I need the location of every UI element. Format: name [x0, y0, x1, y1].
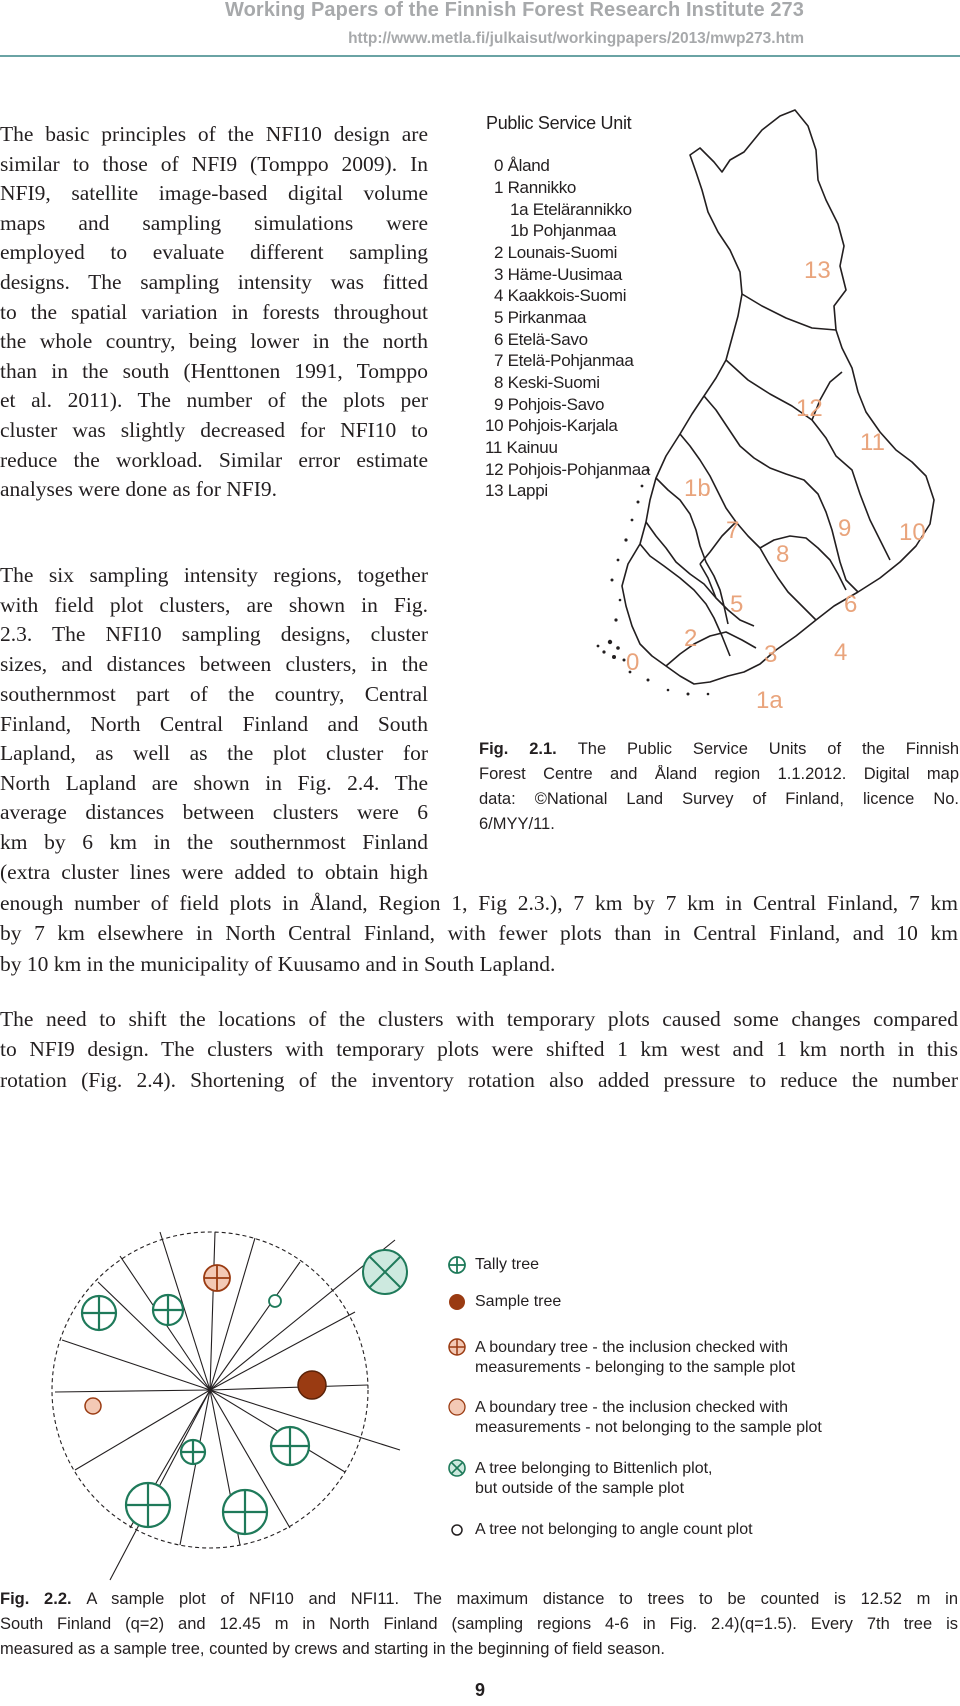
region-label-9: 9	[838, 515, 852, 542]
caption-line: Forest Centre and Åland region 1.1.2012. Digital map	[479, 765, 959, 783]
map-legend-item: 13 Lappi	[485, 481, 548, 500]
tally-tree-marker	[153, 1295, 183, 1325]
text-line: 2.3. The NFI10 sampling designs, cluster	[0, 622, 428, 646]
region-label-8: 8	[776, 541, 790, 568]
text-line: southernmost part of the country, Central	[0, 682, 428, 706]
legend-text: but outside of the sample plot	[475, 1480, 685, 1497]
caption-line: measured as a sample tree, counted by crews and starting in the beginning of field season.	[0, 1640, 665, 1658]
sample-tree-icon	[449, 1294, 465, 1310]
legend-text: A tree belonging to Bittenlich plot,	[475, 1460, 713, 1477]
legend-text: A tree not belonging to angle count plot	[475, 1521, 753, 1538]
text-line: rotation (Fig. 2.4). Shortening of the inventory rotation also added pressure to reduce the number	[0, 1068, 958, 1092]
text-line: enough number of field plots in Åland, Region 1, Fig 2.3.), 7 km by 7 km in Central Finland, 7 km	[0, 891, 958, 915]
region-label-10: 10	[899, 519, 926, 546]
text-line: The basic principles of the NFI10 design are	[0, 122, 428, 146]
text-line: average distances between clusters were 6	[0, 800, 428, 824]
tally-tree-marker	[223, 1490, 267, 1534]
fig21-label: Fig. 2.1.	[479, 740, 557, 758]
legend-text: measurements - not belonging to the sample plot	[475, 1419, 822, 1436]
region-label-12: 12	[796, 395, 823, 422]
text-line: km by 6 km in the southernmost Finland	[0, 830, 428, 854]
region-label-11: 11	[860, 429, 885, 456]
text-line: employed to evaluate different sampling	[0, 240, 428, 264]
region-label-7: 7	[726, 517, 740, 544]
caption-line: data: ©National Land Survey of Finland, licence No.	[479, 790, 959, 808]
text-line: Lapland, as well as the plot cluster for	[0, 741, 428, 765]
country-outline	[622, 110, 934, 684]
text-line: by 10 km in the municipality of Kuusamo and in South Lapland.	[0, 952, 556, 976]
caption-line: The Public Service Units of the Finnish	[577, 740, 959, 758]
text-line: The six sampling intensity regions, together	[0, 563, 428, 587]
region-label-5: 5	[730, 591, 744, 618]
legend-text: A boundary tree - the inclusion checked with	[475, 1399, 789, 1416]
not-counted-tree-marker	[269, 1295, 281, 1307]
region-label-6: 6	[844, 591, 858, 618]
sample-plot-diagram	[40, 1210, 440, 1610]
caption-line: South Finland (q=2) and 12.45 m in North Finland (sampling regions 4-6 in Fig. 2.4)(q=1.5). Every 7th tree is	[0, 1615, 958, 1633]
map-legend-item: 12 Pohjois-Pohjanmaa	[485, 460, 651, 479]
region-label-13: 13	[804, 257, 831, 284]
map-legend-item: 0 Åland	[494, 156, 550, 175]
finland-map	[560, 100, 960, 720]
region-label-2: 2	[684, 625, 698, 652]
region-label-3: 3	[764, 641, 778, 668]
region-label-4: 4	[834, 639, 848, 666]
boundary-tree-in-icon	[449, 1339, 465, 1355]
journal-url[interactable]: http://www.metla.fi/julkaisut/workingpapers/2013/mwp273.htm	[348, 30, 804, 47]
tally-tree-marker	[181, 1440, 205, 1464]
bittenlich-tree-marker	[363, 1250, 407, 1294]
region-label-0: 0	[626, 649, 640, 676]
tally-tree-marker	[271, 1427, 309, 1465]
legend-text: A boundary tree - the inclusion checked with	[475, 1339, 789, 1356]
map-legend-item: 4 Kaakkois-Suomi	[494, 286, 627, 305]
text-line: to the spatial variation in forests throughout	[0, 300, 428, 324]
text-line: by 7 km elsewhere in North Central Finland, with fewer plots than in Central Finland, and 10 km	[0, 921, 958, 945]
plot-legend-icons	[440, 1250, 470, 1540]
text-line: the whole country, being lower in the north	[0, 329, 428, 353]
legend-text: measurements - belonging to the sample plot	[475, 1359, 796, 1376]
journal-title: Working Papers of the Finnish Forest Research Institute 273	[225, 0, 804, 21]
map-legend-item: 6 Etelä-Savo	[494, 330, 588, 349]
map-legend-item: 1a Etelärannikko	[510, 200, 632, 219]
text-line: similar to those of NFI9 (Tomppo 2009). In	[0, 152, 428, 176]
text-line: Finland, North Central Finland and South	[0, 712, 428, 736]
page-number: 9	[474, 1680, 485, 1700]
text-line: North Lapland are shown in Fig. 2.4. The	[0, 771, 428, 795]
boundary-tree-out-icon	[449, 1399, 465, 1415]
tally-tree-marker	[126, 1483, 170, 1527]
map-legend-title: Public Service Unit	[486, 113, 632, 133]
caption-line: A sample plot of NFI10 and NFI11. The maximum distance to trees to be counted is 12.52 m in	[86, 1590, 958, 1608]
caption-line: 6/MYY/11.	[479, 815, 555, 833]
not-counted-tree-icon	[452, 1525, 462, 1535]
text-line: (extra cluster lines were added to obtain high	[0, 860, 428, 884]
text-line: to NFI9 design. The clusters with temporary plots were shifted 1 km west and 1 km north in this	[0, 1037, 958, 1061]
text-line: analyses were done as for NFI9.	[0, 477, 278, 501]
bittenlich-tree-icon	[449, 1460, 465, 1476]
boundary-tree-in-marker	[204, 1265, 230, 1291]
text-line: than in the south (Henttonen 1991, Tomppo	[0, 359, 428, 383]
tally-tree-marker	[82, 1296, 116, 1330]
text-line: cluster was slightly decreased for NFI10 to	[0, 418, 428, 442]
text-line: reduce the workload. Similar error estimate	[0, 448, 428, 472]
map-legend-item: 11 Kainuu	[485, 438, 558, 457]
map-legend-item: 7 Etelä-Pohjanmaa	[494, 351, 634, 370]
text-line: The need to shift the locations of the clusters with temporary plots caused some changes compared	[0, 1007, 958, 1031]
boundary-tree-out-marker	[85, 1398, 101, 1414]
region-label-1a: 1a	[756, 687, 783, 714]
text-line: et al. 2011). The number of the plots per	[0, 388, 428, 412]
region-label-1b: 1b	[684, 475, 711, 502]
text-line: sizes, and distances between clusters, in the	[0, 652, 428, 676]
legend-text: Sample tree	[475, 1293, 562, 1310]
map-legend-item: 3 Häme-Uusimaa	[494, 265, 623, 284]
text-line: designs. The sampling intensity was fitted	[0, 270, 428, 294]
text-line: maps and sampling simulations were	[0, 211, 428, 235]
text-line: NFI9, satellite image-based digital volume	[0, 181, 428, 205]
map-legend-item: 10 Pohjois-Karjala	[485, 416, 618, 435]
map-legend-item: 5 Pirkanmaa	[494, 308, 587, 327]
fig22-label: Fig. 2.2.	[0, 1590, 72, 1608]
map-legend-item: 9 Pohjois-Savo	[494, 395, 605, 414]
map-legend-item: 2 Lounais-Suomi	[494, 243, 618, 262]
text-line: with field plot clusters, are shown in Fig.	[0, 593, 428, 617]
map-legend-item: 8 Keski-Suomi	[494, 373, 600, 392]
map-legend-item: 1b Pohjanmaa	[510, 221, 617, 240]
tally-tree-icon	[449, 1257, 465, 1273]
map-legend-item: 1 Rannikko	[494, 178, 577, 197]
legend-text: Tally tree	[475, 1256, 540, 1273]
header-rule	[0, 55, 960, 57]
sample-tree-marker	[298, 1371, 326, 1399]
